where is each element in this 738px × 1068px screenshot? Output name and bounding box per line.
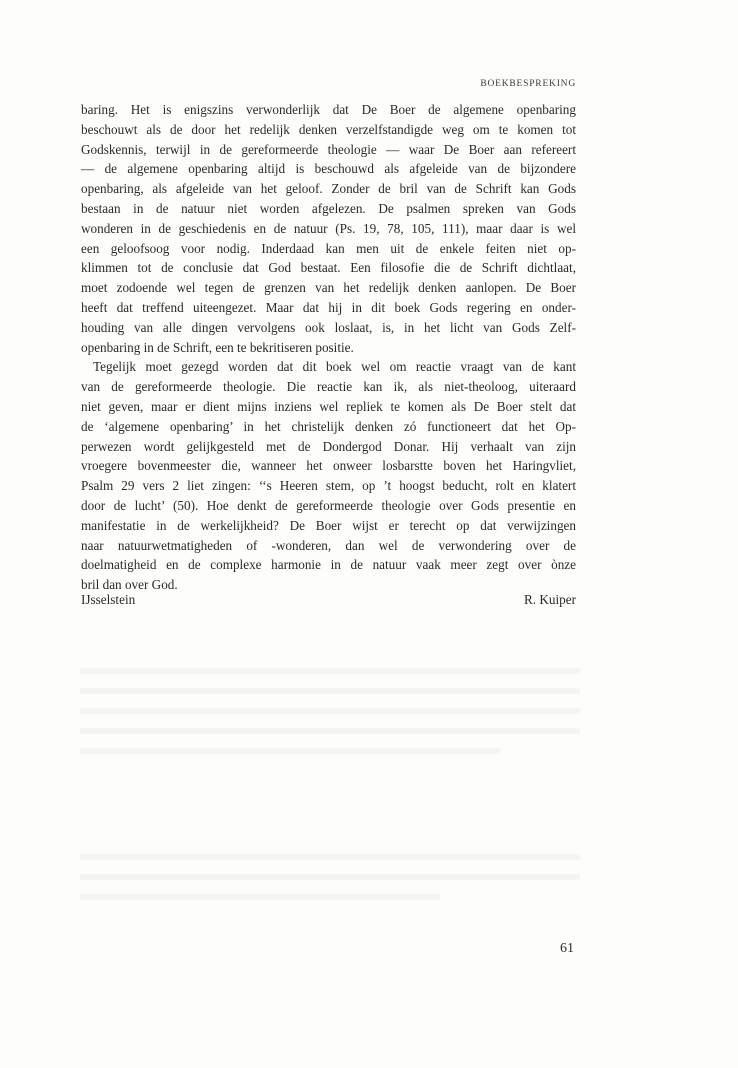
- text-line: een geloofsoog voor nodig. Inderdaad kan men uit de enkele feiten niet op-: [81, 240, 576, 256]
- paragraph-2: [81, 357, 576, 595]
- text-line: vroegere bovenmeester die, wanneer het onweer losbarstte boven het Haringvliet,: [81, 458, 576, 474]
- text-line: doelmatigheid en de complexe harmonie in de natuur vaak meer zegt over ònze: [81, 557, 576, 573]
- show-through-line: [80, 874, 580, 880]
- text-line: — de algemene openbaring altijd is beschouwd als afgeleide van de bijzondere: [81, 161, 576, 177]
- text-line: door de lucht’ (50). Hoe denkt de gereformeerde theologie over Gods presentie en: [81, 497, 576, 513]
- text-line: openbaring, als afgeleide van het geloof. Zonder de bril van de Schrift kan Gods: [81, 181, 576, 197]
- paragraph-1: [81, 100, 576, 357]
- text-line: naar natuurwetmatigheden of -wonderen, dan wel de verwondering over de: [81, 537, 576, 553]
- show-through-line: [80, 708, 580, 714]
- show-through-line: [80, 894, 440, 900]
- text-line: baring. Het is enigszins verwonderlijk dat De Boer de algemene openbaring: [81, 102, 576, 117]
- text-line: beschouwt als de door het redelijk denken verzelfstandigde weg om te komen tot: [81, 121, 576, 137]
- show-through-line: [80, 688, 580, 694]
- text-line: Psalm 29 vers 2 liet zingen: ‘‘s Heeren stem, op ’t hoogst beducht, rolt en klatert: [81, 478, 576, 494]
- text-line: houding van alle dingen vervolgens ook loslaat, is, in het licht van Gods Zelf-: [81, 319, 576, 335]
- text-line: bril dan over God.: [81, 577, 178, 593]
- text-line: Tegelijk moet gezegd worden dat dit boek wel om reactie vraagt van de kant: [93, 359, 576, 375]
- show-through-line: [80, 668, 580, 674]
- show-through-line: [80, 854, 580, 860]
- text-line: openbaring in de Schrift, een te bekritiseren positie.: [81, 339, 354, 355]
- text-line: bestaan in de natuur niet worden afgelezen. De psalmen spreken van Gods: [81, 200, 576, 216]
- signature-place: IJsselstein: [81, 592, 136, 607]
- text-line: wonderen in de geschiedenis en de natuur (Ps. 19, 78, 105, 111), maar daar is wel: [81, 220, 576, 236]
- article-body: [81, 100, 576, 595]
- text-line: perwezen wordt gelijkgesteld met de Dondergod Donar. Hij verhaalt van zijn: [81, 438, 576, 454]
- show-through-line: [80, 748, 500, 754]
- signature-author: R. Kuiper: [523, 592, 576, 607]
- show-through-line: [80, 728, 580, 734]
- text-line: heeft dat treffend uiteengezet. Maar dat hij in dit boek Gods regering en onder-: [81, 299, 576, 315]
- text-line: manifestatie in de werkelijkheid? De Boer wijst er terecht op dat verwijzingen: [81, 517, 576, 533]
- text-line: de ‘algemene openbaring’ in het christelijk denken zó functioneert dat het Op-: [81, 418, 576, 434]
- text-line: klimmen tot de conclusie dat God bestaat. Een filosofie die de Schrift dichtlaat,: [81, 260, 576, 276]
- page-number: 61: [560, 941, 574, 956]
- text-line: van de gereformeerde theologie. Die reactie kan ik, als niet-theoloog, uiteraard: [81, 379, 576, 395]
- text-line: Godskennis, terwijl in de gereformeerde theologie — waar De Boer aan refereert: [81, 141, 576, 157]
- text-line: niet geven, maar er dient mijns inziens wel repliek te komen als De Boer stelt dat: [81, 398, 576, 414]
- running-title: BOEKBESPREKING: [480, 79, 576, 89]
- text-line: moet zodoende wel tegen de grenzen van het redelijk denken aanlopen. De Boer: [81, 280, 576, 296]
- signature-block: [81, 592, 576, 608]
